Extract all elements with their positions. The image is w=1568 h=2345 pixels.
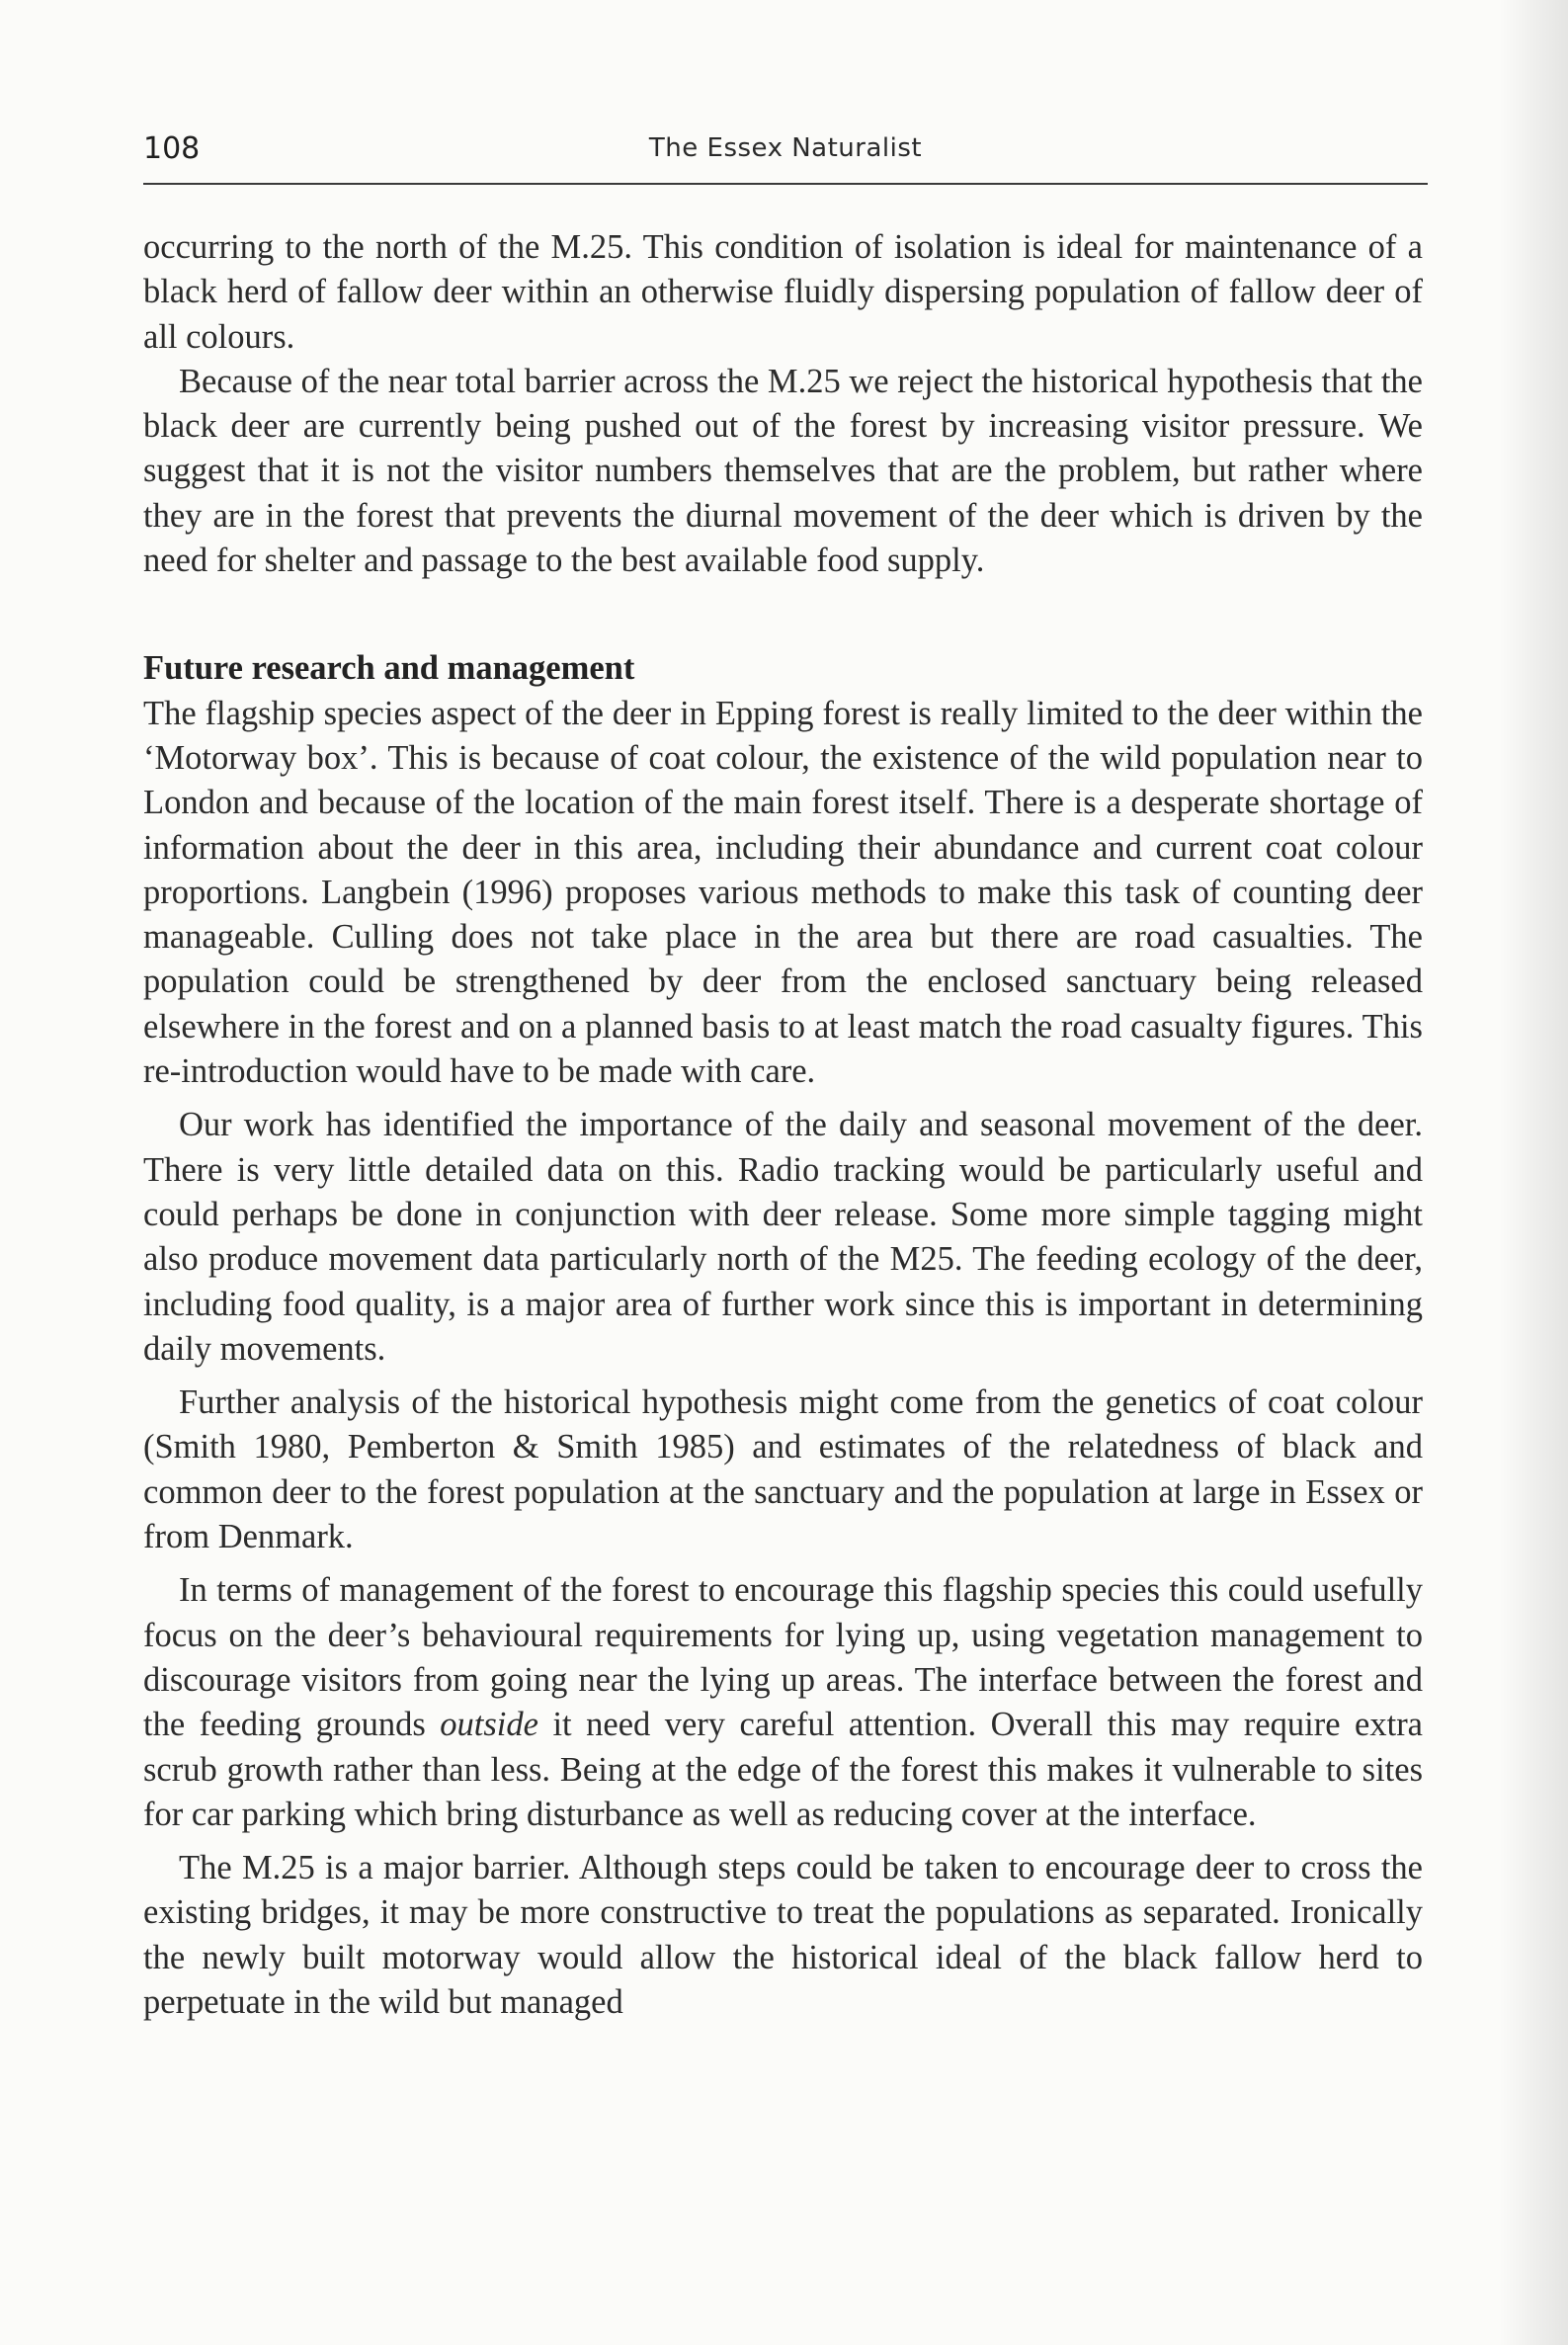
paragraph-forest-management <box>143 1568 1423 1837</box>
page-number: 108 <box>143 131 201 166</box>
running-header <box>143 126 1428 185</box>
paragraph-continuation: occurring to the north of the M.25. This condition of isolation is ideal for maintenance of a black herd of fallow deer within an otherwise fluidly dispersing population of fallow deer of all colours. <box>143 228 1423 356</box>
paragraph-motorway-barrier: The M.25 is a major barrier. Although steps could be taken to encourage deer to cross the existing bridges, it may be more constructive to treat the populations as separated. Ironically the newly built motorway would allow the historical ideal of the black fallow herd to perpetuate in the wild but managed <box>143 1849 1423 2021</box>
journal-title: The Essex Naturalist <box>648 133 923 163</box>
header-rule <box>143 183 1428 185</box>
section-heading: Future research and management <box>143 649 635 688</box>
paragraph-visitor-pressure: Because of the near total barrier across the M.25 we reject the historical hypothesis that the black deer are currently being pushed out of the forest by increasing visitor pressure. We suggest that it is not the visitor numbers themselves that are the problem, but rather where they are in the forest that prevents the diurnal movement of the deer which is driven by the need for shelter and passage to the best available food supply. <box>143 362 1423 580</box>
article-body <box>143 225 1423 2025</box>
italic-emphasis: outside <box>440 1706 538 1744</box>
paragraph-text: In terms of management of the forest to encourage this flagship species this could usefully focus on the deer’s behavioural requirements for lying up, using vegetation management to discourage visitors from going near the lying up areas. The interface between the forest and the feeding grounds <box>143 1571 1423 1744</box>
paragraph-text: it need very careful attention. Overall this may require extra scrub growth rather than less. Being at the edge of the forest this makes it vulnerable to sites for car parking which bring disturbance as well as reducing cover at the interface. <box>143 1706 1423 1833</box>
paragraph-movement-research: Our work has identified the importance of the daily and seasonal movement of the deer. There is very little detailed data on this. Radio tracking would be particularly useful and could perhaps be done in conjunction with deer release. Some more simple tagging might also produce movement data particularly north of the M25. The feeding ecology of the deer, including food quality, is a major area of further work since this is important in determining daily movements. <box>143 1106 1423 1368</box>
page-edge-shadow <box>1499 0 1568 2345</box>
paragraph-genetics: Further analysis of the historical hypothesis might come from the genetics of coat colour (Smith 1980, Pemberton & Smith 1985) and estimates of the relatedness of black and common deer to the forest population at the sanctuary and the population at large in Essex or from Denmark. <box>143 1383 1423 1556</box>
paragraph-flagship-species: The flagship species aspect of the deer in Epping forest is really limited to the deer within the ‘Motorway box’. This is because of coat colour, the existence of the wild population near to London and because of the location of the main forest itself. There is a desperate shortage of information about the deer in this area, including their abundance and current coat colour proportions. Langbein (1996) proposes various methods to make this task of counting deer manageable. Culling does not take place in the area but there are road casualties. The population could be strengthened by deer from the enclosed sanctuary being released elsewhere in the forest and on a planned basis to at least match the road casualty figures. This re-introduction would have to be made with care. <box>143 694 1423 1091</box>
